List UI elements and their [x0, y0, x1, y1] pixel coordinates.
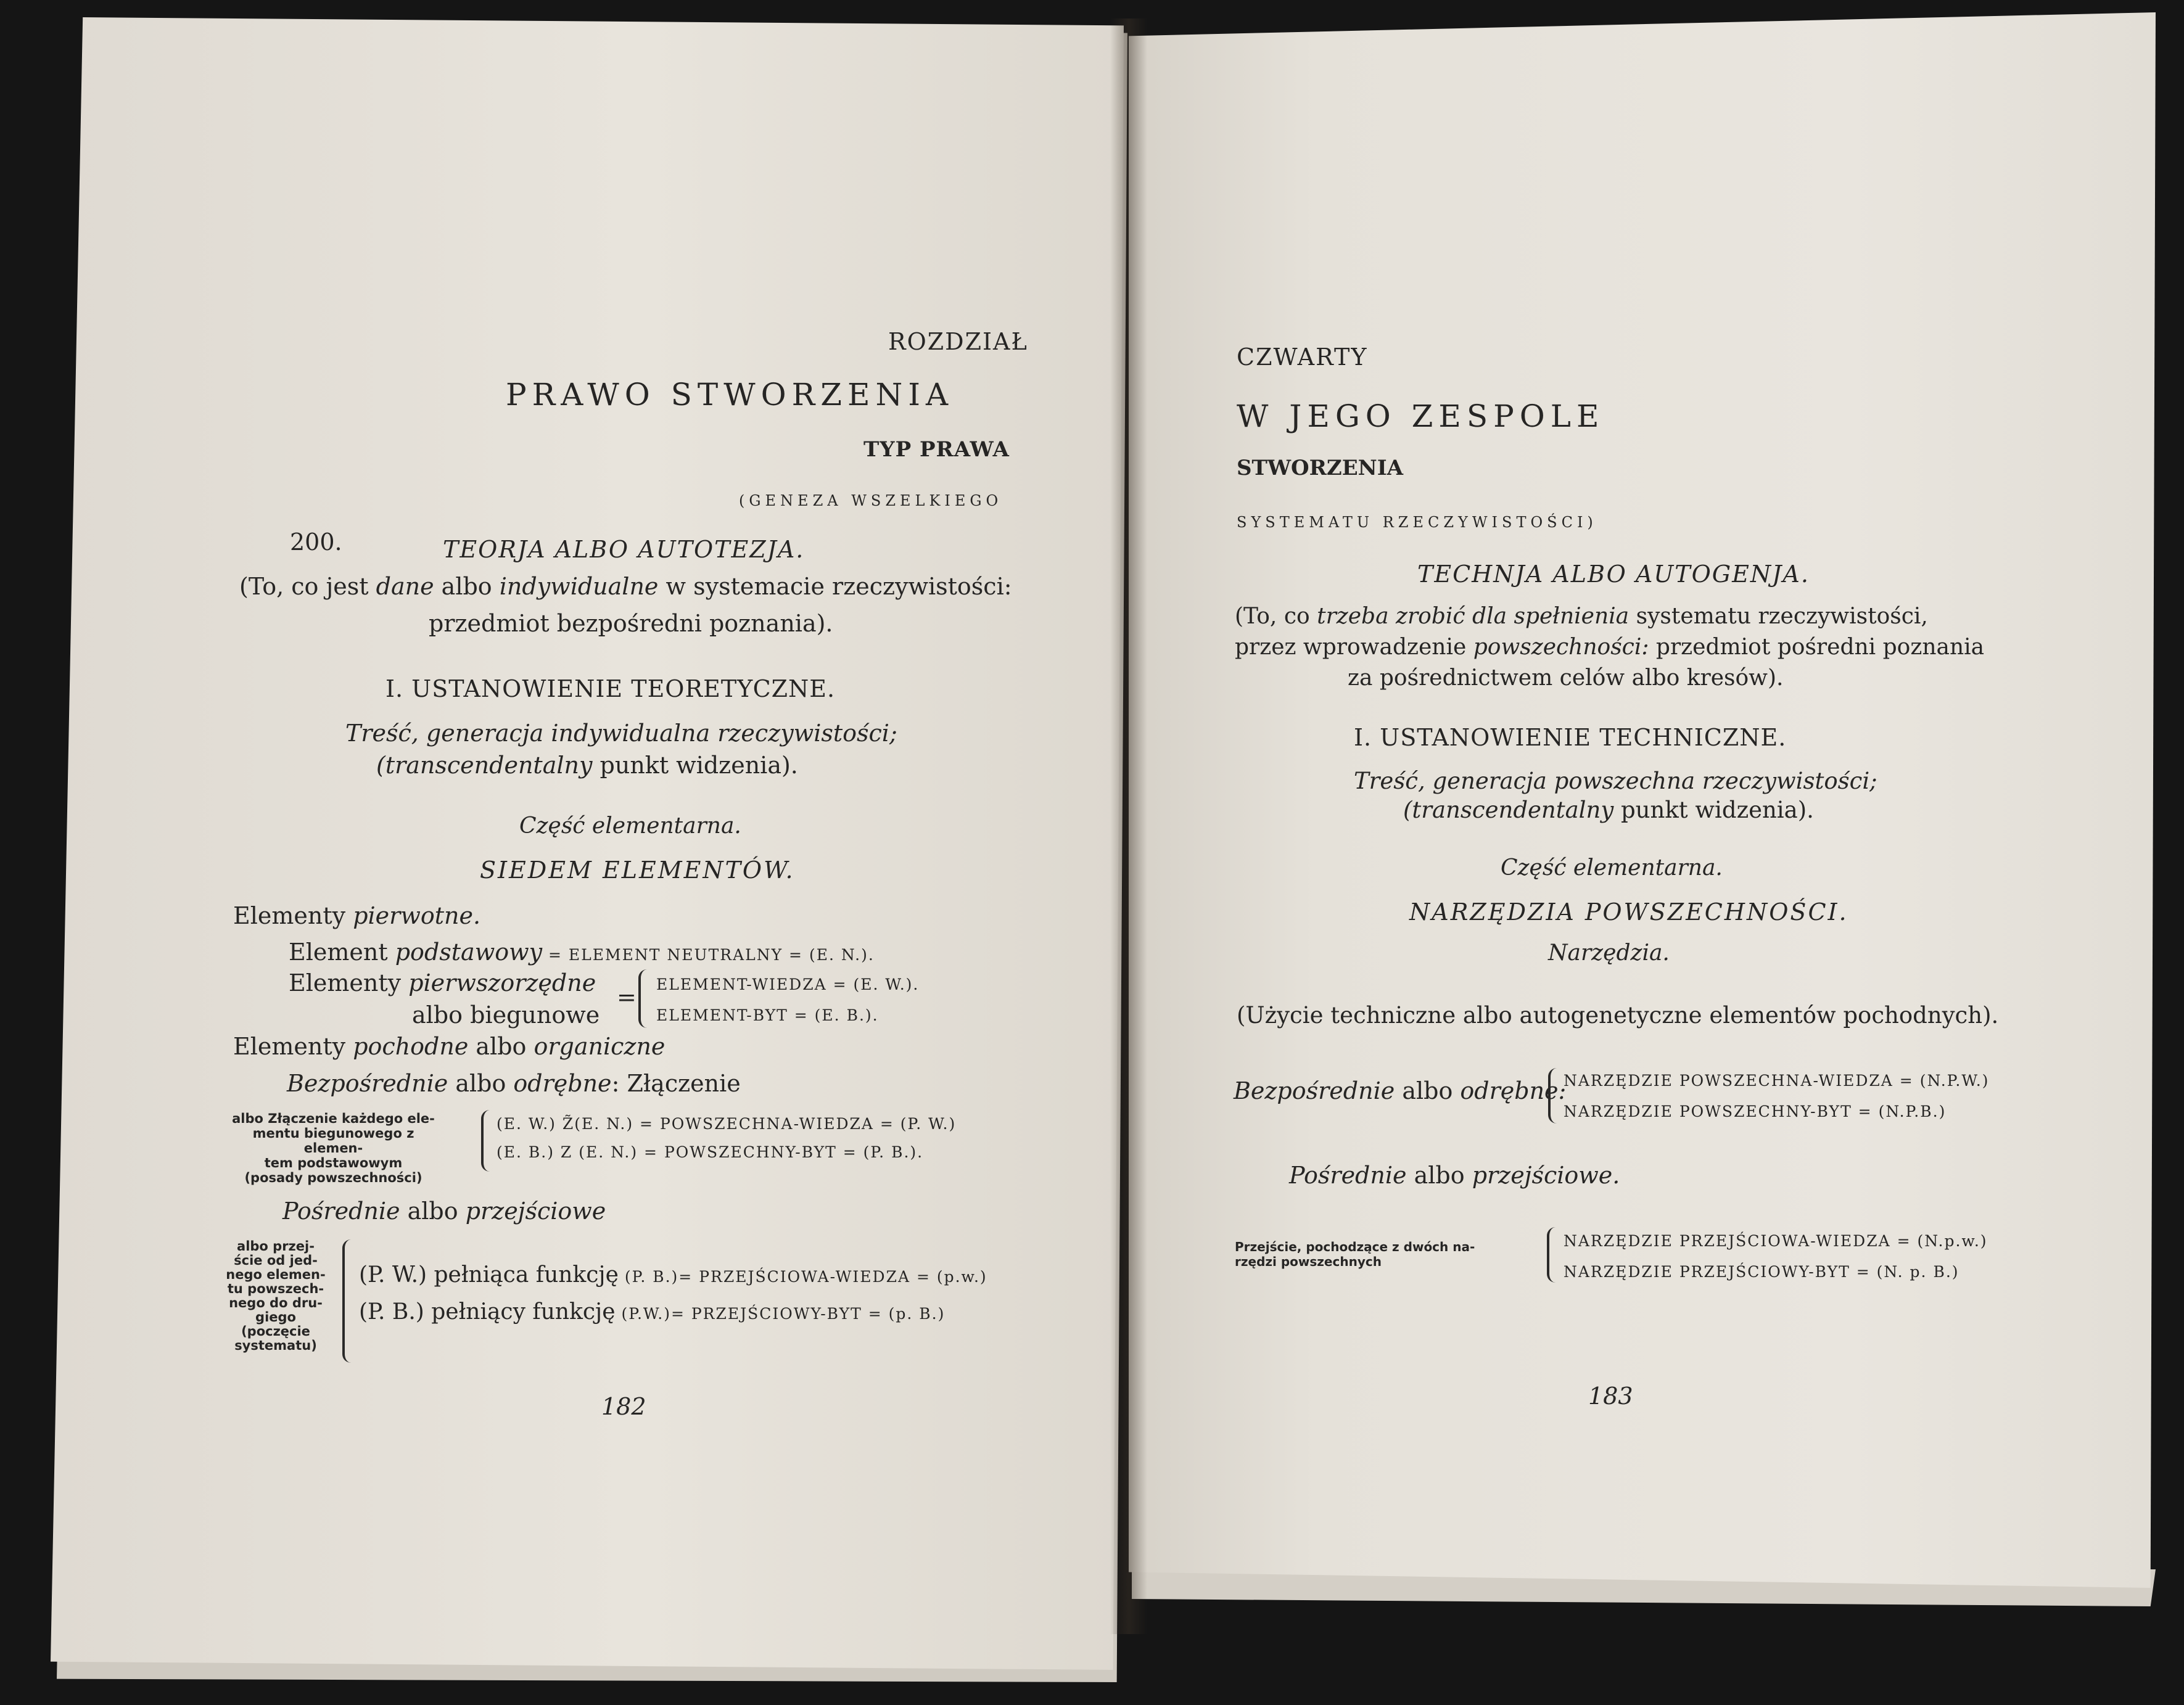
tresc-line-2-right [1403, 799, 1814, 821]
text: (P. B.) pełniący funkcję [359, 1299, 616, 1325]
narzedzie-przejsciowa-wiedza: NARZĘDZIE PRZEJŚCIOWA-WIEDZA = (N.p.w.) [1564, 1232, 1988, 1250]
narzedzie-przejsciowy-byt: NARZĘDZIE PRZEJŚCIOWY-BYT = (N. p. B.) [1564, 1263, 1959, 1281]
text-italic: odrębne [513, 1070, 612, 1097]
przejscie-note-left [223, 1239, 328, 1353]
tresc-text: punkt widzenia). [1613, 797, 1814, 823]
text: albo [1395, 1077, 1461, 1104]
def-text: systematu rzeczywistości, [1629, 604, 1928, 629]
definition-line-1-right [1235, 606, 1928, 628]
note-line: nego elemen- [226, 1267, 326, 1282]
brace [638, 969, 649, 1028]
def-italic: dane [376, 573, 434, 600]
text-smallcaps: (P. B.)= PRZEJŚCIOWA-WIEDZA = (p.w.) [618, 1268, 987, 1286]
equals-sign: = [617, 984, 637, 1011]
zlaczenie-row-2: (E. B.) Z (E. N.) = POWSZECHNY-BYT = (P. B.). [497, 1143, 924, 1161]
przejscie-row-1-left [359, 1264, 987, 1286]
text: Elementy [233, 1033, 353, 1060]
def-text: przedmiot pośredni poznania [1649, 635, 1985, 660]
text-italic: odrębne: [1460, 1077, 1567, 1104]
page-number-right: 183 [1588, 1382, 1633, 1410]
note-line: (poczęcie [241, 1324, 310, 1339]
text: albo [448, 1070, 514, 1097]
note-line: nego do dru- [229, 1296, 323, 1310]
heading-ustanowienie-teoretyczne: I. USTANOWIENIE TEORETYCZNE. [385, 675, 836, 702]
elementy-pierwotne [233, 904, 480, 927]
note-line: (posady powszechności) [244, 1170, 422, 1185]
text-italic: pochodne [353, 1033, 469, 1060]
note-line: ście od jed- [234, 1253, 318, 1268]
note-line: tu powszech- [227, 1281, 324, 1296]
heading-ustanowienie-techniczne: I. USTANOWIENIE TECHNICZNE. [1354, 724, 1787, 751]
tresc-line-1-right: Treść, generacja powszechna rzeczywistości; [1354, 768, 1877, 794]
tresc-text: punkt widzenia). [592, 752, 798, 779]
text-smallcaps: (P.W.)= PRZEJŚCIOWY-BYT = (p. B.) [615, 1305, 946, 1323]
czesc-elementarna-right: Część elementarna. [1501, 855, 1723, 881]
note-line: mentu biegunowego z elemen- [252, 1126, 414, 1156]
text-smallcaps: = ELEMENT NEUTRALNY = (E. N.). [542, 946, 875, 964]
definition-line-1-left [239, 575, 1012, 598]
text: : Złączenie [611, 1070, 741, 1097]
text: albo [1406, 1162, 1472, 1189]
def-text: (To, co jest [239, 573, 376, 600]
definition-line-3-right: za pośrednictwem celów albo kresów). [1348, 665, 1784, 691]
note-line: systematu) [234, 1338, 317, 1353]
text-italic: organiczne [534, 1033, 666, 1060]
def-text: albo [434, 573, 500, 600]
bezposrednie-row-left [287, 1072, 741, 1095]
text-italic: Bezpośrednie [1234, 1077, 1395, 1104]
definition-line-2-left: przedmiot bezpośredni poznania). [429, 610, 833, 637]
text: (P. W.) pełniąca funkcję [359, 1262, 619, 1288]
zlaczenie-note [227, 1111, 440, 1185]
note-line: tem podstawowym [264, 1156, 403, 1170]
text-italic: pierwszorzędne [408, 969, 596, 996]
przejscie-row-2-left [359, 1301, 945, 1323]
text-italic: pierwotne. [353, 902, 481, 929]
tresc-line-1-left: Treść, generacja indywidualna rzeczywistości; [345, 720, 897, 747]
tresc-italic: (transcendentalny [1403, 797, 1614, 823]
text: albo [400, 1198, 466, 1225]
page-number-left: 182 [601, 1393, 646, 1420]
def-italic: trzeba zrobić dla spełnienia [1317, 604, 1630, 629]
text-italic: przejściowe. [1472, 1162, 1620, 1189]
note-line: Przejście, pochodzące z dwóch na- [1235, 1239, 1475, 1254]
note-line: giego [255, 1310, 296, 1325]
elementy-pochodne [233, 1035, 665, 1058]
geneza-label: (GENEZA WSZELKIEGO [739, 492, 1003, 509]
posrednie-row-left [282, 1199, 606, 1223]
text-italic: podstawowy [395, 939, 543, 966]
narzedzie-powszechna-wiedza: NARZĘDZIE POWSZECHNA-WIEDZA = (N.P.W.) [1564, 1072, 1990, 1090]
def-text: (To, co [1235, 604, 1317, 629]
albo-biegunowe: albo biegunowe [412, 1001, 600, 1029]
note-line: albo Złączenie każdego ele- [232, 1111, 435, 1126]
book-gutter [1110, 18, 1147, 1634]
posrednie-row-right [1289, 1164, 1620, 1187]
text-italic: Bezpośrednie [287, 1070, 448, 1097]
note-line: albo przej- [237, 1239, 315, 1254]
def-text: w systemacie rzeczywistości: [658, 573, 1012, 600]
tresc-italic: (transcendentalny [376, 752, 593, 779]
def-text: przez wprowadzenie [1235, 635, 1473, 660]
definition-line-2-right [1235, 636, 1984, 659]
section-title-right: TECHNJA ALBO AUTOGENJA. [1417, 561, 1810, 588]
tresc-line-2-left [376, 754, 798, 777]
text-italic: Pośrednie [1289, 1162, 1407, 1189]
narzedzia-label: Narzędzia. [1548, 940, 1670, 966]
text-italic: przejściowe [465, 1198, 606, 1225]
brace [1548, 1068, 1558, 1124]
element-wiedza: ELEMENT-WIEDZA = (E. W.). [656, 976, 920, 993]
text: Elementy [289, 969, 409, 996]
text-italic: Pośrednie [282, 1198, 400, 1225]
chapter-title-left: PRAWO STWORZENIA [506, 377, 954, 413]
systematu-label: SYSTEMATU RZECZYWISTOŚCI) [1237, 514, 1597, 531]
note-line: rzędzi powszechnych [1235, 1254, 1382, 1269]
chapter-title-right: W JEGO ZESPOLE [1237, 398, 1605, 434]
def-italic: indywidualne [499, 573, 659, 600]
brace [1547, 1227, 1557, 1283]
zlaczenie-row-1: (E. W.) Z̃(E. N.) = POWSZECHNA-WIEDZA = (P. W.) [497, 1115, 957, 1133]
section-number: 200. [290, 528, 342, 556]
czesc-elementarna-left: Część elementarna. [519, 813, 741, 839]
siedem-elementow: SIEDEM ELEMENTÓW. [480, 857, 795, 884]
narzedzie-powszechny-byt: NARZĘDZIE POWSZECHNY-BYT = (N.P.B.) [1564, 1103, 1947, 1120]
elementy-pierwszorzedne [289, 971, 596, 995]
text: Element [289, 939, 395, 966]
element-byt: ELEMENT-BYT = (E. B.). [656, 1006, 879, 1024]
left-page [51, 17, 1124, 1670]
brace [481, 1110, 492, 1172]
rozdzial-label: ROZDZIAŁ [888, 328, 1028, 355]
section-title-left: TEORJA ALBO AUTOTEZJA. [443, 536, 805, 563]
czwarty-label: CZWARTY [1237, 343, 1368, 371]
narzedzia-powszechnosci: NARZĘDZIA POWSZECHNOŚCI. [1409, 898, 1848, 926]
def-italic: powszechności: [1473, 635, 1649, 660]
element-podstawowy-row [289, 940, 875, 964]
brace [342, 1239, 353, 1363]
bezposrednie-row-right [1234, 1079, 1566, 1103]
uzycie-line: (Użycie techniczne albo autogenetyczne elementów pochodnych). [1237, 1002, 1999, 1029]
przejscie-note-right [1235, 1239, 1531, 1269]
typ-prawa: TYP PRAWA [863, 437, 1010, 462]
text: albo [468, 1033, 534, 1060]
text: Elementy [233, 902, 353, 929]
stworzenia-label: STWORZENIA [1237, 456, 1404, 480]
